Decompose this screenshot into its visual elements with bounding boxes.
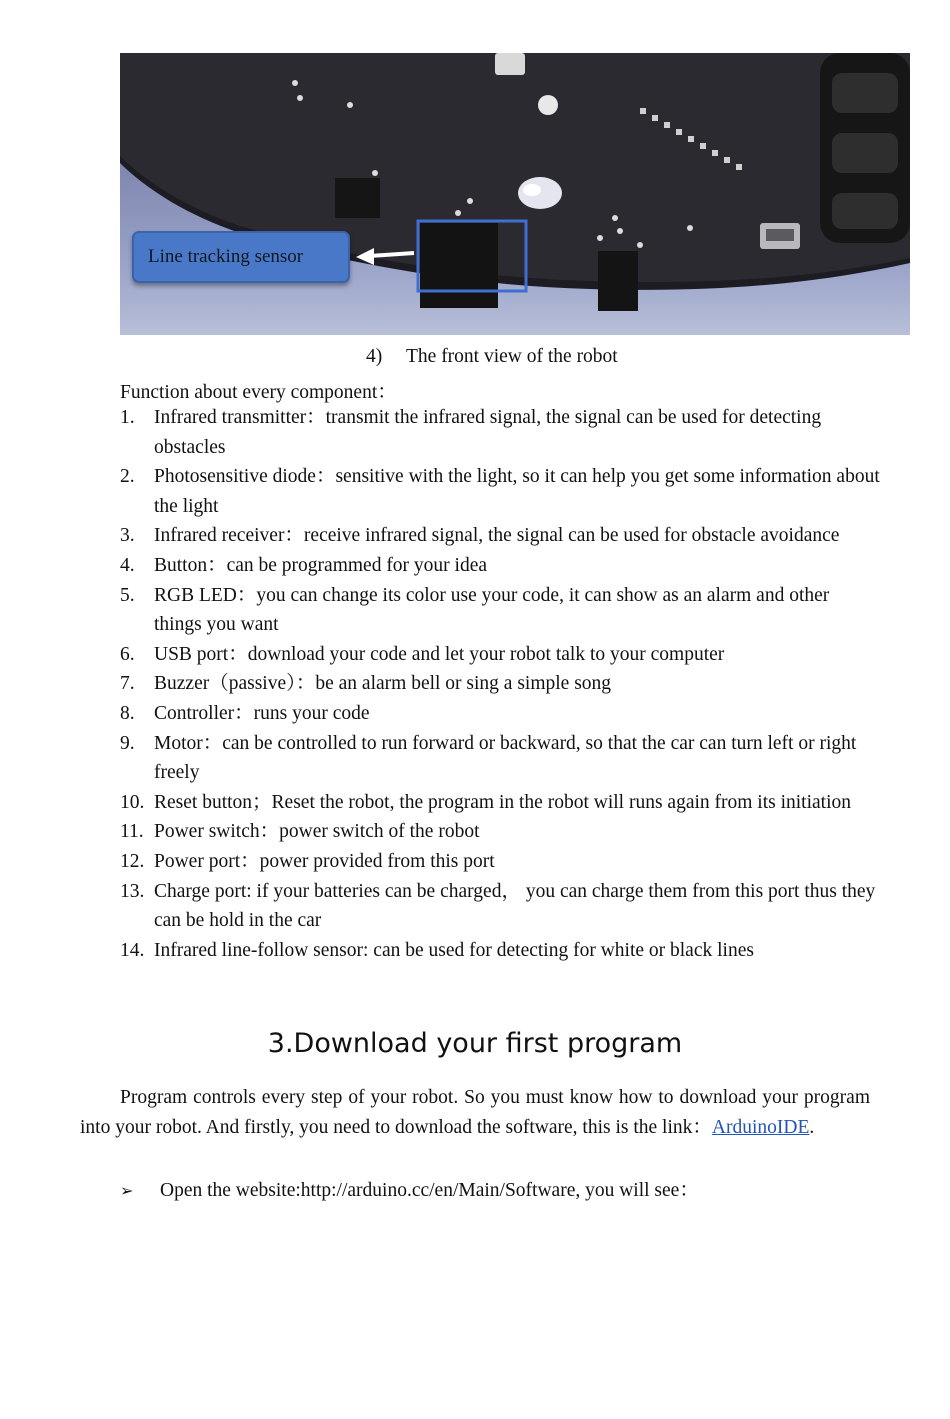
- list-item-text: Infrared transmitter：transmit the infrared signal, the signal can be used for detecting obstacles: [154, 407, 822, 458]
- list-item-number: 11.: [120, 821, 144, 843]
- list-item-text: Infrared receiver：receive infrared signal, the signal can be used for obstacle avoidance: [154, 525, 840, 547]
- list-item-number: 2.: [120, 466, 135, 488]
- list-item-number: 5.: [120, 584, 135, 606]
- list-item: [120, 581, 880, 640]
- list-item: [120, 817, 880, 847]
- list-item: [120, 551, 880, 581]
- list-item-number: 7.: [120, 673, 135, 695]
- arduino-ide-link[interactable]: ArduinoIDE: [711, 1117, 810, 1138]
- download-paragraph: [80, 1083, 870, 1143]
- list-item-number: 12.: [120, 850, 145, 872]
- list-item-text: Power switch：power switch of the robot: [154, 821, 480, 843]
- list-item-text: Reset button；Reset the robot, the program in the robot will runs again from its initiation: [154, 791, 852, 813]
- component-list: [120, 403, 880, 965]
- list-item: [120, 669, 880, 699]
- bullet-text: Open the website:http://arduino.cc/en/Main/Software, you will see：: [160, 1180, 699, 1201]
- robot-front-view-photo: [120, 53, 910, 335]
- list-item: [120, 640, 880, 670]
- list-item-number: 14.: [120, 939, 145, 961]
- list-item: [120, 788, 880, 818]
- figure-caption-text: The front view of the robot: [406, 346, 618, 367]
- list-item: [120, 729, 880, 788]
- list-item: [120, 521, 880, 551]
- section-heading: 3.Download your first program: [267, 1028, 683, 1059]
- line-tracking-sensor-callout: Line tracking sensor: [132, 231, 350, 283]
- paragraph-end: .: [809, 1117, 815, 1138]
- website-bullet: [120, 1174, 699, 1202]
- paragraph-text: Program controls every step of your robot. So you must know how to download your program into your robot. And firstly, you need to download the software, this is the link：: [80, 1087, 870, 1138]
- list-item-number: 10.: [120, 791, 145, 813]
- list-item: [120, 847, 880, 877]
- components-intro: Function about every component：: [120, 382, 397, 403]
- list-item-text: Infrared line-follow sensor: can be used for detecting for white or black lines: [154, 939, 754, 961]
- arrow-bullet-icon: ➢: [120, 1181, 134, 1200]
- list-item-text: RGB LED：you can change its color use your code, it can show as an alarm and other things you want: [154, 584, 830, 636]
- list-item-text: Button：can be programmed for your idea: [154, 554, 488, 576]
- list-item: [120, 936, 880, 966]
- list-item-number: 13.: [120, 880, 145, 902]
- list-item-text: Charge port: if your batteries can be charged， you can charge them from this port thus they can be hold in the car: [154, 880, 876, 932]
- list-item-number: 4.: [120, 554, 135, 576]
- robot-board-illustration: [120, 53, 910, 335]
- list-item-number: 6.: [120, 643, 135, 665]
- figure-caption-number: 4): [366, 346, 383, 367]
- list-item-text: Controller：runs your code: [154, 702, 370, 724]
- figure-caption: [366, 346, 618, 368]
- list-item-number: 1.: [120, 407, 135, 428]
- list-item: [120, 877, 880, 936]
- list-item: [120, 699, 880, 729]
- list-item: [120, 462, 880, 521]
- list-item-text: Motor：can be controlled to run forward or backward, so that the car can turn left or right freely: [154, 732, 857, 784]
- list-item-text: USB port：download your code and let your robot talk to your computer: [154, 643, 725, 665]
- list-item-number: 8.: [120, 702, 135, 724]
- list-item-text: Photosensitive diode：sensitive with the light, so it can help you get some information about the light: [154, 466, 880, 517]
- list-item-number: 9.: [120, 732, 135, 754]
- list-item-text: Power port：power provided from this port: [154, 850, 495, 872]
- list-item-text: Buzzer（passive）：be an alarm bell or sing a simple song: [154, 673, 612, 695]
- list-item: [120, 403, 880, 462]
- list-item-number: 3.: [120, 525, 135, 547]
